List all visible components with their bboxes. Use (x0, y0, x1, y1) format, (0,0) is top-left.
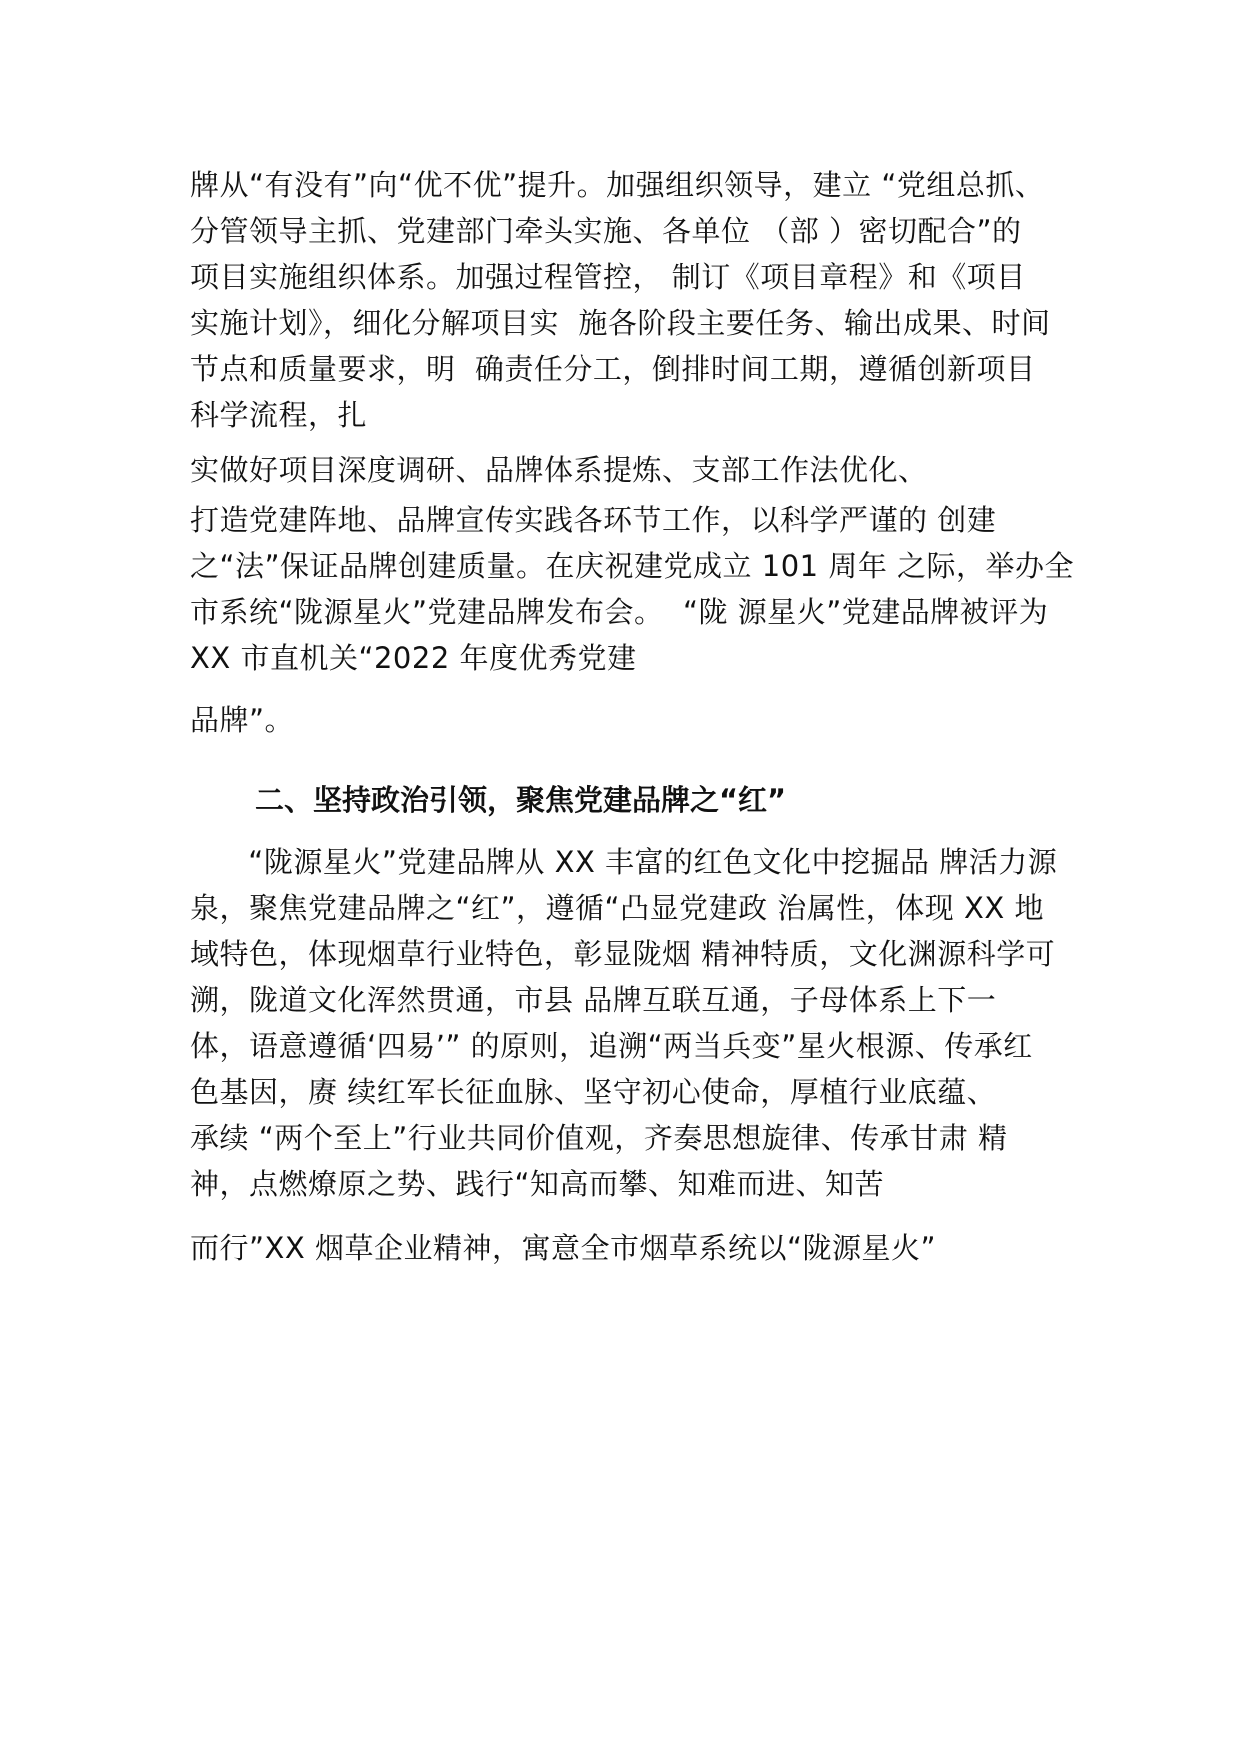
text-line: 溯，陇道文化浑然贯通，市县 品牌互联互通，子母体系上下一 (190, 983, 997, 1017)
text-line: 市系统“陇源星火”党建品牌发布会。 “陇 源星火”党建品牌被评为 (190, 595, 1049, 629)
text-line: 色基因，赓 续红军长征血脉、坚守初心使命，厚植行业底蕴、 (190, 1075, 997, 1109)
text-line: 实施计划》，细化分解项目实 施各阶段主要任务、输出成果、时间 (190, 306, 1051, 340)
section-heading: 二、坚持政治引领，聚焦党建品牌之“红” (255, 783, 787, 817)
text-line: 而行”XX 烟草企业精神，寓意全市烟草系统以“陇源星火” (190, 1231, 937, 1265)
text-line: 品牌”。 (190, 703, 295, 737)
text-line: 打造党建阵地、品牌宣传实践各环节工作，以科学严谨的 创建 (190, 503, 997, 537)
text-line: 节点和质量要求，明 确责任分工，倒排时间工期，遵循创新项目 (190, 352, 1036, 386)
text-line: 体，语意遵循‘四易’” 的原则，追溯“两当兵变”星火根源、传承红 (190, 1029, 1033, 1063)
text-line: 牌从“有没有”向“优不优”提升。加强组织领导，建立 “党组总抓、 (190, 168, 1045, 202)
text-line: 泉，聚焦党建品牌之“红”，遵循“凸显党建政 治属性，体现 XX 地 (190, 891, 1044, 925)
text-line: 之“法”保证品牌创建质量。在庆祝建党成立 101 周年 之际，举办全 (190, 549, 1075, 583)
text-line: 科学流程，扎 (190, 398, 368, 432)
text-line: 分管领导主抓、党建部门牵头实施、各单位 （部 ）密切配合”的 (190, 214, 1022, 248)
text-line: 神，点燃燎原之势、践行“知高而攀、知难而进、知苦 (190, 1167, 885, 1201)
text-line: 项目实施组织体系。加强过程管控， 制订《项目章程》和《项目 (190, 260, 1026, 294)
text-line: XX 市直机关“2022 年度优秀党建 (190, 641, 637, 675)
text-line: 实做好项目深度调研、品牌体系提炼、支部工作法优化、 (190, 453, 928, 487)
text-line: 承续 “两个至上”行业共同价值观，齐奏思想旋律、传承甘肃 精 (190, 1121, 1008, 1155)
text-line: “陇源星火”党建品牌从 XX 丰富的红色文化中挖掘品 牌活力源 (190, 845, 1058, 879)
text-line: 域特色，体现烟草行业特色，彰显陇烟 精神特质，文化渊源科学可 (190, 937, 1056, 971)
